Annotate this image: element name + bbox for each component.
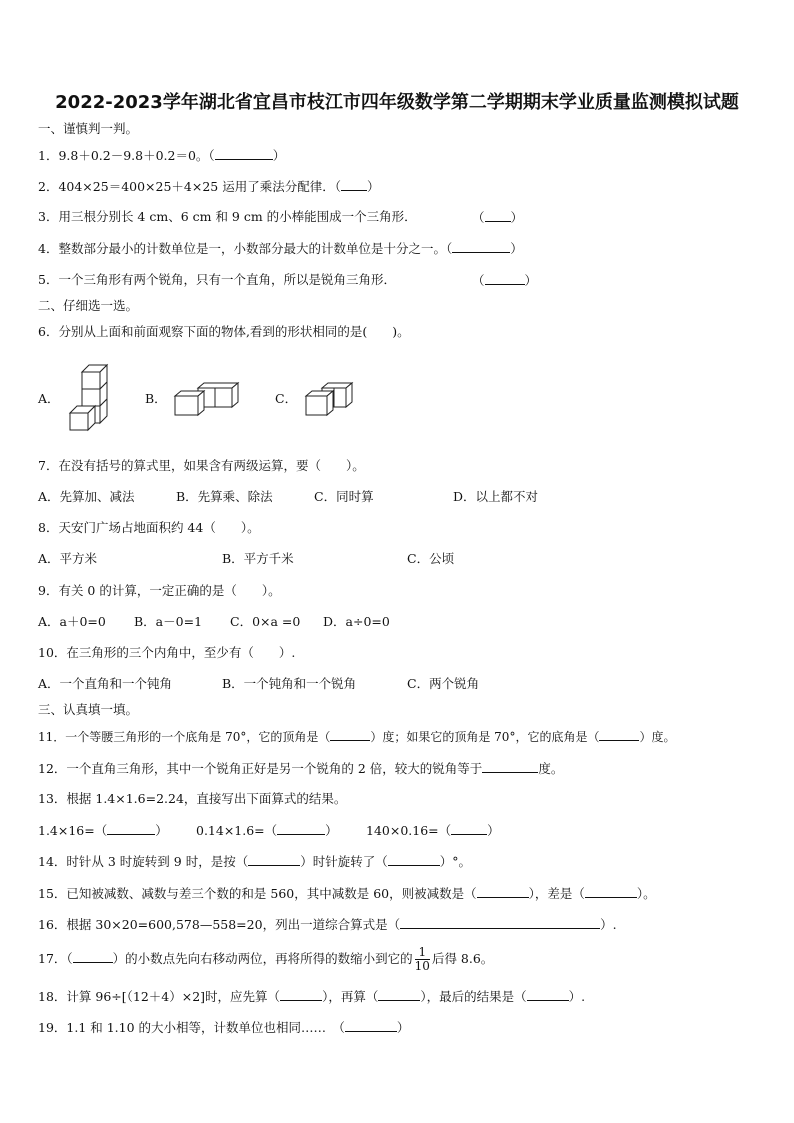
answer-blank-16[interactable] (400, 916, 600, 929)
question-15-part1: 15．已知被减数、减数与差三个数的和是 560，其中减数是 60，则被减数是（ (38, 886, 477, 901)
question-19-open: （ (338, 1020, 345, 1035)
q9-option-c[interactable]: C．0×a =0 (230, 614, 301, 629)
q8-option-c[interactable]: C．公顷 (407, 551, 455, 566)
cube-figure-c (300, 382, 360, 422)
q7-option-c[interactable]: C．同时算 (314, 489, 374, 504)
question-18-part3: ），最后的结果是（ (420, 989, 527, 1004)
answer-blank-18b[interactable] (378, 988, 420, 1001)
question-19-part1: 19．1.1 和 1.10 的大小相等，计数单位也相同…… (38, 1020, 327, 1035)
answer-blank-18a[interactable] (280, 988, 322, 1001)
q9-option-d[interactable]: D．a÷0=0 (323, 614, 390, 629)
section-heading-judge: 一、谨慎判一判。 (38, 121, 139, 136)
question-10-text: 10．在三角形的三个内角中，至少有（ ）. (38, 645, 296, 660)
answer-blank-19[interactable] (345, 1019, 397, 1032)
question-4-text: 4．整数部分最小的计数单位是一，小数部分最大的计数单位是十分之一。（ (38, 241, 453, 256)
answer-blank-11a[interactable] (330, 728, 370, 741)
question-16 (38, 916, 617, 933)
answer-blank-13a[interactable] (107, 822, 155, 835)
answer-blank-13b[interactable] (277, 822, 325, 835)
question-5-answer (472, 272, 537, 289)
q13-expression-3-text: 140×0.16=（ (366, 823, 452, 838)
question-14 (38, 853, 471, 870)
answer-blank-4[interactable] (452, 240, 510, 253)
question-17-part2: ）的小数点先向右移动两位，再将所得的数缩小到它的 (112, 951, 413, 966)
question-6-text: 6．分别从上面和前面观察下面的物体,看到的形状相同的是( )。 (38, 324, 410, 339)
answer-blank-14b[interactable] (388, 853, 440, 866)
question-12 (38, 760, 563, 777)
q9-option-b[interactable]: B．a－0=1 (134, 614, 203, 629)
question-18-part4: ）. (568, 989, 586, 1004)
answer-blank-13c[interactable] (451, 822, 487, 835)
q10-option-c[interactable]: C．两个锐角 (407, 676, 480, 691)
answer-blank-14a[interactable] (248, 853, 300, 866)
q13-expression-1-close: ） (155, 823, 168, 838)
q7-option-b[interactable]: B．先算乘、除法 (176, 489, 273, 504)
answer-blank-2[interactable] (341, 178, 367, 191)
page-title: 2022-2023学年湖北省宜昌市枝江市四年级数学第二学期期末学业质量监测模拟试题 (55, 92, 739, 113)
q13-expression-2-close: ） (325, 823, 338, 838)
question-13-text: 13．根据 1.4×1.6=2.24，直接写出下面算式的结果。 (38, 791, 347, 806)
answer-blank-3[interactable] (485, 209, 511, 222)
cube-figure-b (170, 382, 245, 422)
question-5-text: 5．一个三角形有两个锐角，只有一个直角，所以是锐角三角形． (38, 272, 396, 287)
question-19 (38, 1019, 409, 1036)
section-heading-choose: 二、仔细选一选。 (38, 298, 139, 313)
question-15-part3: ）。 (636, 886, 656, 901)
fraction-numerator: 1 (415, 946, 430, 960)
question-18-part1: 18．计算 96÷[（12＋4）×2]时，应先算（ (38, 989, 281, 1004)
q9-option-a[interactable]: A．a＋0=0 (38, 614, 106, 629)
question-14-part1: 14．时针从 3 时旋转到 9 时，是按（ (38, 854, 249, 869)
question-11 (38, 728, 675, 745)
answer-blank-18c[interactable] (527, 988, 569, 1001)
fraction-one-tenth (415, 946, 430, 973)
question-11-part1: 11．一个等腰三角形的一个底角是 70°，它的顶角是（ (38, 730, 331, 744)
question-4-close: ） (510, 241, 523, 256)
answer-blank-15a[interactable] (477, 885, 529, 898)
question-3 (38, 209, 417, 225)
question-1 (38, 147, 285, 164)
question-8-text: 8．天安门广场占地面积约 44（ ）。 (38, 520, 260, 535)
question-12-part1: 12．一个直角三角形，其中一个锐角正好是另一个锐角的 2 倍，较大的锐角等于 (38, 761, 483, 776)
fraction-denominator: 10 (414, 959, 430, 973)
answer-blank-17[interactable] (73, 950, 113, 963)
question-17 (38, 944, 493, 974)
q13-expression-2-text: 0.14×1.6=（ (196, 823, 278, 838)
question-15-part2: ），差是（ (528, 886, 585, 901)
question-2-close: ） (367, 179, 380, 194)
answer-blank-12[interactable] (482, 760, 538, 773)
question-2 (38, 178, 380, 195)
answer-blank-11b[interactable] (599, 728, 639, 741)
option-b-label: B． (145, 391, 167, 406)
question-4 (38, 240, 523, 257)
question-1-text: 1．9.8＋0.2－9.8＋0.2＝0。（ (38, 148, 215, 163)
question-17-part1: 17．（ (38, 951, 73, 966)
question-3-answer (472, 209, 523, 226)
question-16-part1: 16．根据 30×20=600,578—558=20，列出一道综合算式是（ (38, 917, 401, 932)
question-5-close: ） (524, 273, 538, 288)
q13-expression-1 (38, 822, 168, 839)
question-5 (38, 272, 396, 288)
q8-option-b[interactable]: B．平方千米 (222, 551, 294, 566)
question-19-close: ） (396, 1020, 410, 1035)
question-11-part3: ）度。 (639, 730, 676, 744)
answer-blank-1[interactable] (215, 147, 273, 160)
question-14-part3: ）°。 (439, 854, 471, 869)
answer-blank-5[interactable] (485, 272, 525, 285)
question-17-part3: 后得 8.6。 (431, 951, 494, 966)
question-14-part2: ）时针旋转了（ (300, 854, 388, 869)
q10-option-b[interactable]: B．一个钝角和一个锐角 (222, 676, 357, 691)
q13-expression-1-text: 1.4×16=（ (38, 823, 108, 838)
q13-expression-3-close: ） (487, 823, 500, 838)
question-9-text: 9．有关 0 的计算，一定正确的是（ ）。 (38, 583, 281, 598)
cube-figure-a (60, 360, 120, 440)
option-c-label: C． (275, 391, 298, 406)
question-15 (38, 885, 656, 902)
q7-option-a[interactable]: A．先算加、减法 (38, 489, 135, 504)
question-16-part2: ）. (600, 917, 617, 932)
question-1-close: ） (272, 148, 286, 163)
option-a-label: A． (38, 391, 60, 406)
question-18 (38, 988, 585, 1005)
question-2-text: 2．404×25＝400×25＋4×25 运用了乘法分配律．（ (38, 179, 341, 194)
q7-option-d[interactable]: D．以上都不对 (453, 489, 539, 504)
q13-expression-3 (366, 822, 500, 839)
answer-blank-15b[interactable] (585, 885, 637, 898)
section-heading-fill: 三、认真填一填。 (38, 702, 139, 717)
question-5-open: （ (472, 273, 485, 288)
question-18-part2: ），再算（ (322, 989, 379, 1004)
question-3-text: 3．用三根分别长 4 cm、6 cm 和 9 cm 的小棒能围成一个三角形． (38, 209, 417, 224)
question-3-open: （ (472, 210, 485, 225)
question-7-text: 7．在没有括号的算式里，如果含有两级运算，要（ ）。 (38, 458, 365, 473)
question-11-part2: ）度；如果它的顶角是 70°，它的底角是（ (370, 730, 600, 744)
question-12-part2: 度。 (538, 761, 564, 776)
q8-option-a[interactable]: A．平方米 (38, 551, 98, 566)
question-3-close: ） (510, 210, 524, 225)
q13-expression-2 (196, 822, 338, 839)
q10-option-a[interactable]: A．一个直角和一个钝角 (38, 676, 173, 691)
